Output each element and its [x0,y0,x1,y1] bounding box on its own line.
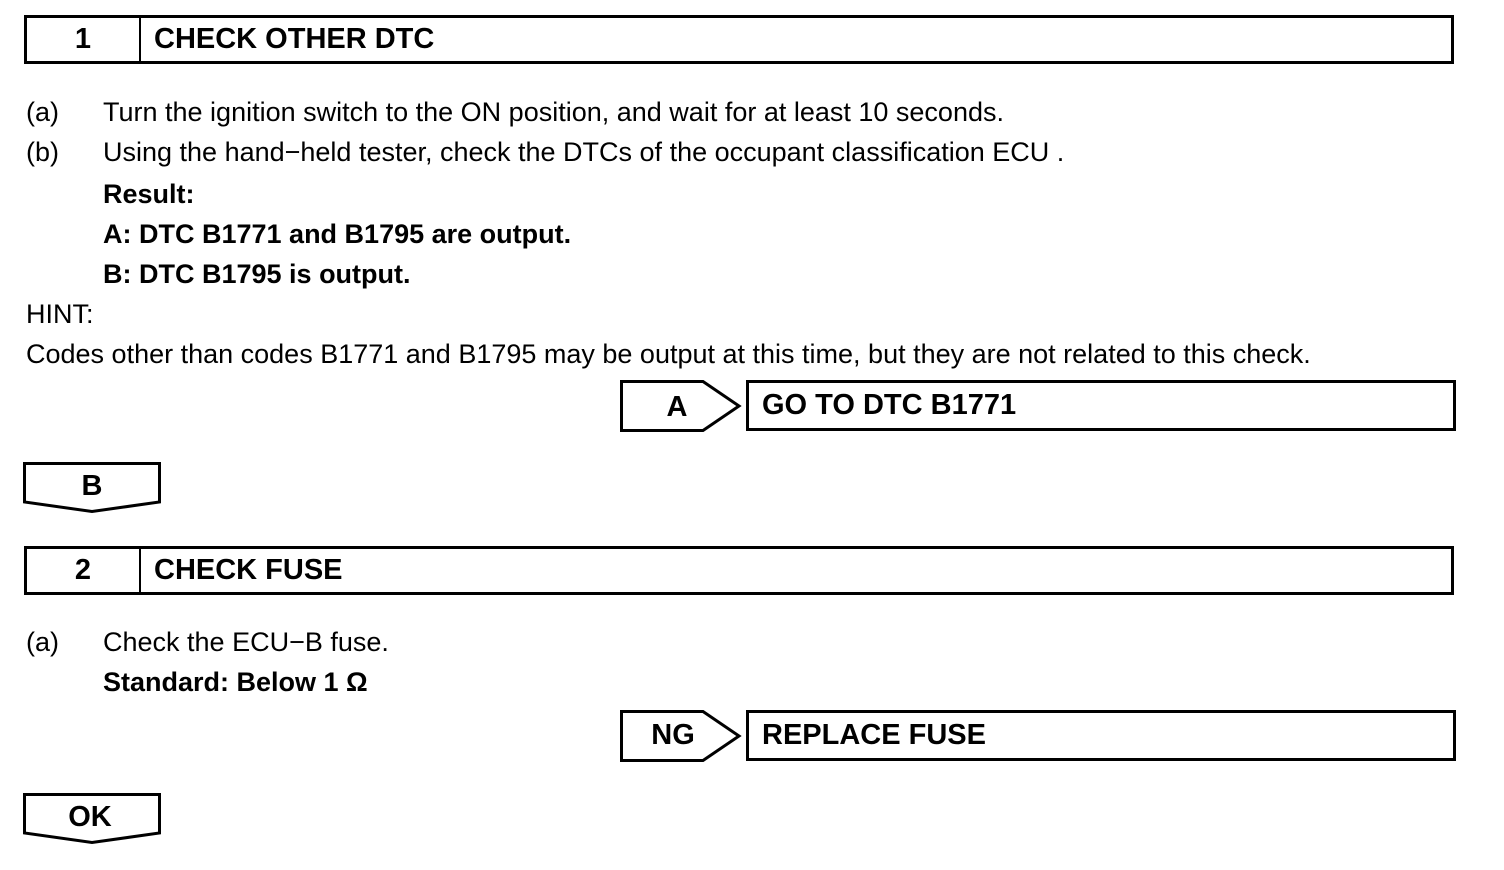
result-heading: Result: [103,179,195,209]
step-2-number: 2 [27,549,141,592]
hint-label: HINT: [26,299,94,329]
step-2-item-a-text: Check the ECU−B fuse. [103,627,389,657]
step-1-item-b-label: (b) [26,137,59,167]
step-1-item-b-text: Using the hand−held tester, check the DTCs of the occupant classification ECU . [103,137,1065,167]
step-1-title: CHECK OTHER DTC [154,23,435,55]
go-to-dtc-b1771-box[interactable]: GO TO DTC B1771 [746,380,1456,431]
replace-fuse-box[interactable]: REPLACE FUSE [746,710,1456,761]
step-2-item-a-label: (a) [26,627,59,657]
step-1-item-a-label: (a) [26,97,59,127]
step-2-header [24,546,1454,595]
standard-value: Standard: Below 1 Ω [103,667,368,697]
next-ok-label: OK [68,800,112,833]
branch-a-label: A [666,390,688,423]
hint-text: Codes other than codes B1771 and B1795 may be output at this time, but they are not related to this check. [26,339,1311,369]
step-2-title: CHECK FUSE [154,554,343,586]
result-a: A: DTC B1771 and B1795 are output. [103,219,572,249]
branch-ng-label: NG [651,718,695,751]
step-1-number: 1 [27,18,141,61]
step-1-item-a-text: Turn the ignition switch to the ON position, and wait for at least 10 seconds. [103,97,1004,127]
step-1-header [24,15,1454,64]
next-b-label: B [81,469,103,502]
result-b: B: DTC B1795 is output. [103,259,411,289]
